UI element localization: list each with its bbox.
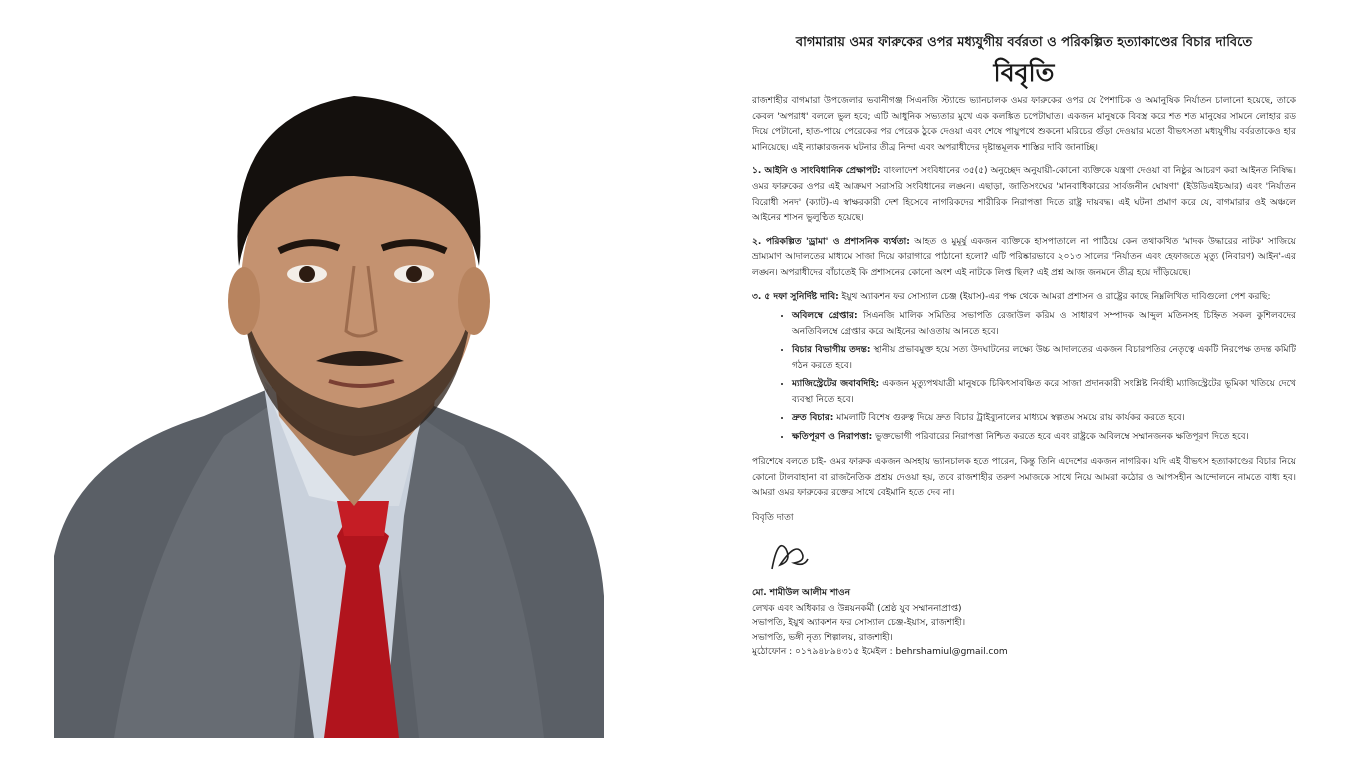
demand-heading: ম্যাজিস্ট্রেটের জবাবদিহি: (792, 379, 880, 390)
signatory-line: সভাপতি, ভঙ্গী নৃত্য শিল্পালয়, রাজশাহী। (752, 632, 893, 643)
section-legal (752, 164, 1296, 226)
demands-list (752, 309, 1296, 445)
statement-headline: বাগমারায় ওমর ফারুকের ওপর মধ্যযুগীয় বর্বরতা ও পরিকল্পিত হত্যাকাণ্ডের বিচার দাবিতে (795, 35, 1253, 50)
demand-text: স্থানীয় প্রভাবমুক্ত হয়ে সত্য উদঘাটনের লক্ষ্যে উচ্চ আদালতের একজন বিচারপতির নেতৃত্বে একটি নিরপেক্ষ তদন্ত কমিটি গঠন করতে হবে। (792, 345, 1296, 371)
signatory-line: সভাপতি, ইয়ুথ অ্যাকশন ফর সোস্যাল চেঞ্জ-ইয়াস, রাজশাহী। (752, 618, 966, 629)
section-drama-heading: ২. পরিকল্পিত 'ড্রামা' ও প্রশাসনিক ব্যর্থতা: (752, 236, 910, 247)
demand-item (792, 377, 1296, 408)
statement-title: বিবৃতি (993, 58, 1055, 87)
man-portrait-illustration (54, 36, 604, 738)
demand-text: ভুক্তভোগী পরিবারের নিরাপত্তা নিশ্চিত করতে হবে এবং রাষ্ট্রকে অবিলম্বে সম্মানজনক ক্ষতিপূরণ দিতে হবে। (875, 431, 1249, 442)
signatory-name: মো. শামীউল আলীম শাওন (752, 587, 851, 598)
section-legal-text: বাংলাদেশ সংবিধানের ৩৫(৫) অনুচ্ছেদ অনুযায়ী-কোনো ব্যক্তিকে যন্ত্রণা দেওয়া বা নিষ্ঠুর আচরণ করা আইনত নিষিদ্ধ। ওমর ফারুকের ওপর এই আক্রমণ সরাসরি সংবিধানের লঙ্ঘন। এছাড়া, জাতিসংঘের 'মানবাধিকারের সার্বজনীন ঘোষণা' (ইউডিএইচআর) এবং 'নির্যাতন বিরোধী সনদ' (ক্যাট)-এ স্বাক্ষরকারী দেশ হিসেবে নাগরিকদের শারীরিক নিরাপত্তা দিতে রাষ্ট্র দায়বদ্ধ। এই ঘটনা প্রমাণ করে যে, বাগমারার ওই অঞ্চলে আইনের শাসন ভুলুণ্ঠিত হয়েছে। (752, 166, 1296, 224)
section-demands-heading: ৩. ৫ দফা সুনির্দিষ্ট দাবি: (752, 291, 839, 302)
signatory-contact: মুঠোফোন : ০১৭৯৪৮৯৪৩১৫ ইমেইল : behrshamiul@gmail.com (752, 647, 1008, 658)
section-demands (752, 290, 1296, 306)
portrait-photo (54, 36, 604, 738)
section-legal-heading: ১. আইনি ও সাংবিধানিক প্রেক্ষাপট: (752, 166, 881, 177)
demand-heading: ক্ষতিপূরণ ও নিরাপত্তা: (792, 431, 873, 442)
demand-text: মামলাটি বিশেষ গুরুত্ব দিয়ে দ্রুত বিচার ট্রাইব্যুনালের মাধ্যমে স্বল্পতম সময়ে রায় কার্যকর করতে হবে। (836, 413, 1185, 424)
demand-text: একজন মৃত্যুপথযাত্রী মানুষকে চিকিৎসাবঞ্চিত করে সাজা প্রদানকারী সংশ্লিষ্ট নির্বাহী ম্যাজিস্ট্রেটের ভূমিকা খতিয়ে দেখে ব্যবস্থা নিতে হবে। (792, 379, 1296, 405)
section-demands-text: ইয়ুথ অ্যাকশন ফর সোস্যাল চেঞ্জ (ইয়াস)-এর পক্ষ থেকে আমরা প্রশাসন ও রাষ্ট্রের কাছে নিম্নলিখিত দাবিগুলো পেশ করছি: (841, 291, 1271, 302)
demand-item (792, 309, 1296, 340)
signature-icon (766, 531, 812, 577)
demand-item (792, 343, 1296, 374)
signatory-label: বিবৃতি দাতা (752, 512, 794, 523)
demand-heading: অবিলম্বে গ্রেপ্তার: (792, 311, 858, 322)
intro-paragraph: রাজশাহীর বাগমারা উপজেলার ভবানীগঞ্জ সিএনজি স্ট্যান্ডে ভ্যানচালক ওমর ফারুকের ওপর যে পৈশাচিক ও অমানুষিক নির্যাতন চালানো হয়েছে, তাকে কেবল 'অপরাধ' বললে ভুল হবে; এটি আধুনিক সভ্যতার মুখে এক কলঙ্কিত চপেটাঘাত। একজন মানুষকে বিবস্ত্র করে শত শত মানুষের সামনে লোহার রড দিয়ে পেটানো, হাত-পায়ে পেরেকের পর পেরেক ঠুকে দেওয়া এবং শেষে পায়ুপথে শুকনো মরিচের গুঁড়া দেওয়ার মতো বীভৎসতা মধ্যযুগীয় বর্বরতাকেও হার মানিয়েছে। এই ন্যাক্কারজনক ঘটনার তীব্র নিন্দা এবং অপরাধীদের দৃষ্টান্তমূলক শাস্তির দাবি জানাচ্ছি। (752, 96, 1296, 153)
section-drama (752, 235, 1296, 282)
demand-heading: দ্রুত বিচার: (792, 413, 834, 424)
signatory-line: লেখক এবং অধিকার ও উন্নয়নকর্মী (শ্রেষ্ঠ যুব সম্মাননাপ্রাপ্ত) (752, 603, 962, 614)
statement-document (752, 30, 1296, 760)
demand-text: সিএনজি মালিক সমিতির সভাপতি রেজাউল করিম ও সাধারণ সম্পাদক আব্দুল মতিনসহ চিহ্নিত সকল কুশিলবদের অনতিবিলম্বে গ্রেপ্তার করে আইনের আওতায় আনতে হবে। (792, 311, 1296, 337)
conclusion-paragraph: পরিশেষে বলতে চাই- ওমর ফারুক একজন অসহায় ভ্যানচালক হতে পারেন, কিন্তু তিনি এদেশের একজন নাগরিক। যদি এই বীভৎস হত্যাকাণ্ডের বিচার নিয়ে কোনো টালবাহানা বা রাজনৈতিক প্রশ্রয় দেওয়া হয়, তবে রাজশাহীর তরুণ সমাজকে সাথে নিয়ে আমরা কঠোর ও আপসহীন আন্দোলনে নামতে বাধ্য হব। আমরা ওমর ফারুকের রক্তের সাথে বেইমানি হতে দেব না। (752, 457, 1296, 499)
demand-item (792, 430, 1296, 446)
demand-heading: বিচার বিভাগীয় তদন্ত: (792, 345, 871, 356)
section-drama-text: আহত ও মুমূর্ষু একজন ব্যক্তিকে হাসপাতালে না পাঠিয়ে কেন তথাকথিত 'মাদক উদ্ধারের নাটক' সাজিয়ে ভ্রাম্যমাণ আদালতের মাধ্যমে সাজা দিয়ে কারাগারে পাঠানো হলো? এটি পরিষ্কারভাবে ২০১৩ সালের 'নির্যাতন এবং হেফাজতে মৃত্যু (নিবারণ) আইন'-এর লঙ্ঘন। অপরাধীদের বাঁচাতেই কি প্রশাসনের কোনো অংশ এই নাটকে লিপ্ত ছিল? এই প্রশ্ন আজ জনমনে তীব্র হয়ে দাঁড়িয়েছে। (752, 236, 1296, 278)
demand-item (792, 411, 1296, 427)
